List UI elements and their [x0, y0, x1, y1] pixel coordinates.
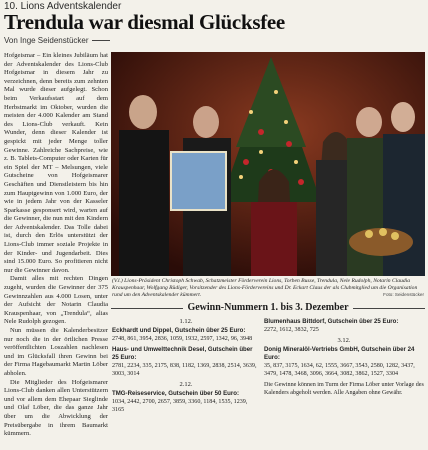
winners-title: Gewinn-Nummern 1. bis 3. Dezember	[183, 302, 352, 313]
photo-illustration	[111, 52, 425, 276]
winner-date: 3.12.	[337, 337, 351, 344]
winner-date: 1.12.	[179, 318, 193, 325]
photo-caption: (V.l.) Lions-Präsident Christoph Schwab, Schatzmeister Förderverein Lions, Torben Busse, Trendula, Nele Rudolph, Notarin Claudia Krauspenhaar, Wolfgang Rüdiger, Vorsitzender des Lions-Fördervereins und Dr. Eckart Claus der als Clubmitglied um die Organisation rund um den Adventskalender kümmert.	[112, 278, 418, 298]
winner-numbers: 35, 837, 3175, 1634, 62, 1555, 3667, 3543, 2580, 1282, 3437, 3479, 1478, 3468, 3096, 3664, 3082, 3862, 1527, 3304	[264, 363, 415, 377]
byline-text: Von Inge Seidenstücker	[4, 36, 89, 45]
article-kicker: 10. Lions Adventskalender	[4, 1, 122, 12]
article-body	[4, 52, 108, 439]
winner-sponsor: TMG-Reiseservice, Gutschein über 50 Euro:	[112, 390, 239, 397]
winners-heading	[111, 302, 425, 316]
winner-sponsor: Haus- und Umwelttechnik Desel, Gutschein über 25 Euro:	[112, 346, 253, 361]
winners-column-right	[264, 318, 424, 400]
winner-date: 2.12.	[179, 381, 193, 388]
group-photo	[111, 52, 425, 276]
byline-rule	[92, 40, 110, 41]
winner-numbers: 2781, 2234, 335, 2175, 838, 1182, 1369, 2838, 2514, 3639, 3003, 3014	[112, 363, 257, 377]
article-headline: Trendula war diesmal Glücksfee	[4, 10, 285, 34]
winner-numbers: 1034, 2442, 2700, 2657, 3859, 3360, 1184, 1535, 1239, 3165	[112, 399, 248, 413]
winner-sponsor: Donig Mineralöl-Vertriebs GmbH, Gutschein über 24 Euro:	[264, 346, 415, 361]
winners-title-wrap	[111, 302, 425, 313]
winner-note: Die Gewinne können im Turm der Firma Löber unter Vorlage des Kalenders abgeholt werden. Alle Angaben ohne Gewähr.	[264, 382, 424, 396]
winners-column-left	[112, 318, 260, 417]
body-paragraph: Damit alles mit rechten Dingen zugeht, wurden die Gewinner der 375 Gewinnzahlen aus 4.000 Losen, unter der Aufsicht der Notarin Claudia Krauspenhaar, von „Trendula“, alias Nele Rudolph gezogen.	[4, 275, 108, 326]
article-byline	[4, 36, 110, 45]
body-paragraph: Nun müssen die Kalenderbesitzer nur noch die in der örtlichen Presse veröffentlichten Loszahlen nachlesen und im Glücksfall ihren Gewinn bei der Firma Hagebaumarkt Martin Löber abholen.	[4, 327, 108, 377]
winner-sponsor: Eckhardt und Dippel, Gutschein über 25 Euro:	[112, 327, 246, 334]
winner-sponsor: Blumenhaus Bittdorf, Gutschein über 25 Euro:	[264, 318, 399, 325]
body-paragraph: Die Mitglieder des Hofgeismarer Lions-Club danken allen Unterstützern und vor allem dem Ehepaar Sieglinde und Olaf Löber, die das ganze Jahr über um die Abwicklung der Preisübergabe in ihrem Baumarkt kümmern.	[4, 378, 108, 438]
winner-numbers: 2748, 861, 3954, 2836, 1059, 1932, 2597, 1342, 96, 3948	[112, 336, 253, 342]
winner-numbers: 2272, 1612, 3832, 725	[264, 327, 319, 333]
body-paragraph: Hofgeismar – Ein kleines Jubiläum hat der Adventskalender des Lions-Club Hofgeismar in diesem Jahr zu verzeichnen, denn bereits zum zehnten Mal wurde dieser aufgelegt. Schon beim Verkaufsstart auf dem Herbstmarkt im Oktober, wurden die meisten der 4.000 Kalender am Stand des Lions-Club verkauft. Kein Wunder, denn dieser Kalender ist gespickt mit jeder Menge toller Gewinne. Zahlreiche Sachpreise, wie z. B. Tablets-Computer oder Karten für ein Spiel der MT – Melsungen, viele Gutscheine von Hofgeismarer Geschäften und Dienstleistern bis hin zum Hauptgewinn von 1.000 Euro, der wie in jedem Jahr von der Kasseler Sparkasse gesponsert wird, warten auf die Gewinner, die nun mit den Kindern der Adventskalender. Das Tolle dabei ist, durch den Erlös unterstützt der Lions-Club immer soziale Projekte in der Kinder- und Jugendarbeit. Dies sind 15.000 Euro. So profitieren nicht nur die Gewinner davon.	[4, 52, 108, 274]
photo-credit: Foto: Seidenstücker	[383, 292, 424, 297]
